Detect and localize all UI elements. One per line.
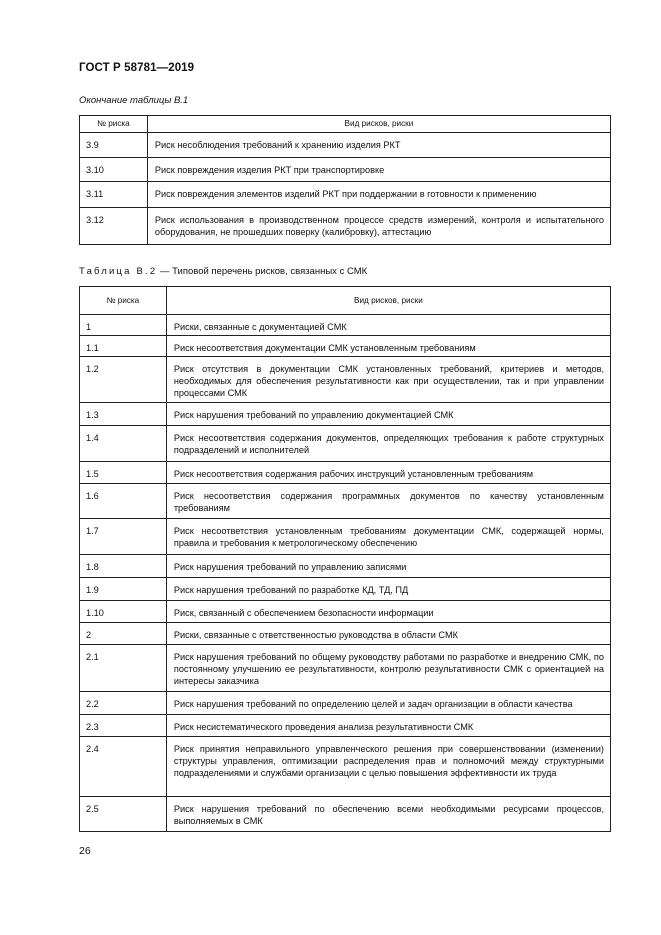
- table-row: [80, 692, 611, 715]
- table-row: [80, 797, 611, 832]
- table1-caption: Окончание таблицы В.1: [79, 95, 189, 106]
- table-row: [80, 182, 611, 208]
- risk-number: 1.7: [80, 519, 167, 555]
- risk-number: 1.10: [80, 601, 167, 623]
- table-row: [80, 208, 611, 245]
- risk-description: Риск повреждения элементов изделий РКТ при поддержании в готовности к применению: [147, 182, 610, 208]
- column-header-risk-type: Вид рисков, риски: [166, 287, 610, 315]
- risk-number: 1.3: [80, 403, 167, 426]
- risk-number: 2.5: [80, 797, 167, 832]
- risk-number: 1.1: [80, 336, 167, 357]
- table-row: [80, 578, 611, 601]
- risk-description: Риск несоответствия содержания рабочих инструкций установленным требованиям: [166, 462, 610, 484]
- table1: [79, 115, 611, 245]
- risk-description: Риск несоответствия содержания программных документов по качеству установленным требованиям: [166, 484, 610, 519]
- table-row: [80, 336, 611, 357]
- risk-description: Риск нарушения требований по разработке КД, ТД, ПД: [166, 578, 610, 601]
- table-row: [80, 484, 611, 519]
- table2: [79, 286, 611, 832]
- risk-description: Риск нарушения требований по управлению документацией СМК: [166, 403, 610, 426]
- risk-number: 3.9: [80, 133, 148, 158]
- risk-number: 2.4: [80, 737, 167, 797]
- risk-description: Риск несистематического проведения анализа результативности СМК: [166, 715, 610, 737]
- risk-description: Риск нарушения требований по обеспечению всеми необходимыми ресурсами процессов, выполняемых в СМК: [166, 797, 610, 832]
- table-row: [80, 426, 611, 462]
- column-header-number: № риска: [80, 116, 148, 133]
- risk-number: 2.1: [80, 645, 167, 692]
- risk-number: 1.2: [80, 357, 167, 403]
- risk-description: Риск принятия неправильного управленческого решения при совершенствовании (изменении) структуры управления, оптимизации распределения прав и полномочий между структурными подразделениями и службами организации с целью повышения эффективности их труда: [166, 737, 610, 797]
- risk-number: 1.6: [80, 484, 167, 519]
- risk-number: 3.11: [80, 182, 148, 208]
- page-number: 26: [79, 845, 91, 857]
- table-row: [80, 133, 611, 158]
- table-row: [80, 645, 611, 692]
- column-header-risk-type: Вид рисков, риски: [147, 116, 610, 133]
- table2-header-row: [80, 287, 611, 315]
- risk-number: 1.5: [80, 462, 167, 484]
- table-row: [80, 357, 611, 403]
- risk-number: 1.4: [80, 426, 167, 462]
- risk-description: Риск отсутствия в документации СМК установленных требований, критериев и методов, необходимых для обеспечения результативности как при осуществлении, так и при управлении процессами СМК: [166, 357, 610, 403]
- table-row: [80, 555, 611, 578]
- risk-number: 1.8: [80, 555, 167, 578]
- risk-number: 3.12: [80, 208, 148, 245]
- risk-description: Риск нарушения требований по общему руководству работами по разработке и внедрению СМК, по постоянному улучшению ее результативности, контролю результативности СМК с ориентацией на интересы заказчика: [166, 645, 610, 692]
- risk-number: 2.3: [80, 715, 167, 737]
- risk-description: Риск использования в производственном процессе средств измерений, контроля и испытательного оборудования, не прошедших поверку (калибровку), аттестацию: [147, 208, 610, 245]
- table-row: [80, 403, 611, 426]
- risk-number: 2: [80, 623, 167, 645]
- risk-number: 1: [80, 315, 167, 336]
- risk-description: Риск нарушения требований по определению целей и задач организации в области качества: [166, 692, 610, 715]
- column-header-number: № риска: [80, 287, 167, 315]
- risk-description: Риск несоответствия установленным требованиям документации СМК, содержащей нормы, правила и требования к метрологическому обеспечению: [166, 519, 610, 555]
- risk-number: 3.10: [80, 158, 148, 182]
- risk-description: Риск, связанный с обеспечением безопасности информации: [166, 601, 610, 623]
- risk-description: Риск несоответствия документации СМК установленным требованиям: [166, 336, 610, 357]
- risk-description: Риск несоответствия содержания документов, определяющих требования к работе структурных подразделений и исполнителей: [166, 426, 610, 462]
- risk-description: Риск нарушения требований по управлению записями: [166, 555, 610, 578]
- table-row: [80, 715, 611, 737]
- table2-caption-label: Таблица В.2: [79, 266, 158, 277]
- table-row: [80, 462, 611, 484]
- document-header: ГОСТ Р 58781—2019: [79, 62, 195, 74]
- table-row: [80, 737, 611, 797]
- table2-caption: [79, 266, 367, 277]
- risk-description: Риски, связанные с ответственностью руководства в области СМК: [166, 623, 610, 645]
- table-row: [80, 315, 611, 336]
- table-row: [80, 601, 611, 623]
- table1-header-row: [80, 116, 611, 133]
- risk-number: 1.9: [80, 578, 167, 601]
- table2-caption-text: — Типовой перечень рисков, связанных с СМК: [157, 266, 368, 277]
- risk-number: 2.2: [80, 692, 167, 715]
- table-row: [80, 519, 611, 555]
- risk-description: Риск несоблюдения требований к хранению изделия РКТ: [147, 133, 610, 158]
- table-row: [80, 158, 611, 182]
- risk-description: Риск повреждения изделия РКТ при транспортировке: [147, 158, 610, 182]
- table-row: [80, 623, 611, 645]
- risk-description: Риски, связанные с документацией СМК: [166, 315, 610, 336]
